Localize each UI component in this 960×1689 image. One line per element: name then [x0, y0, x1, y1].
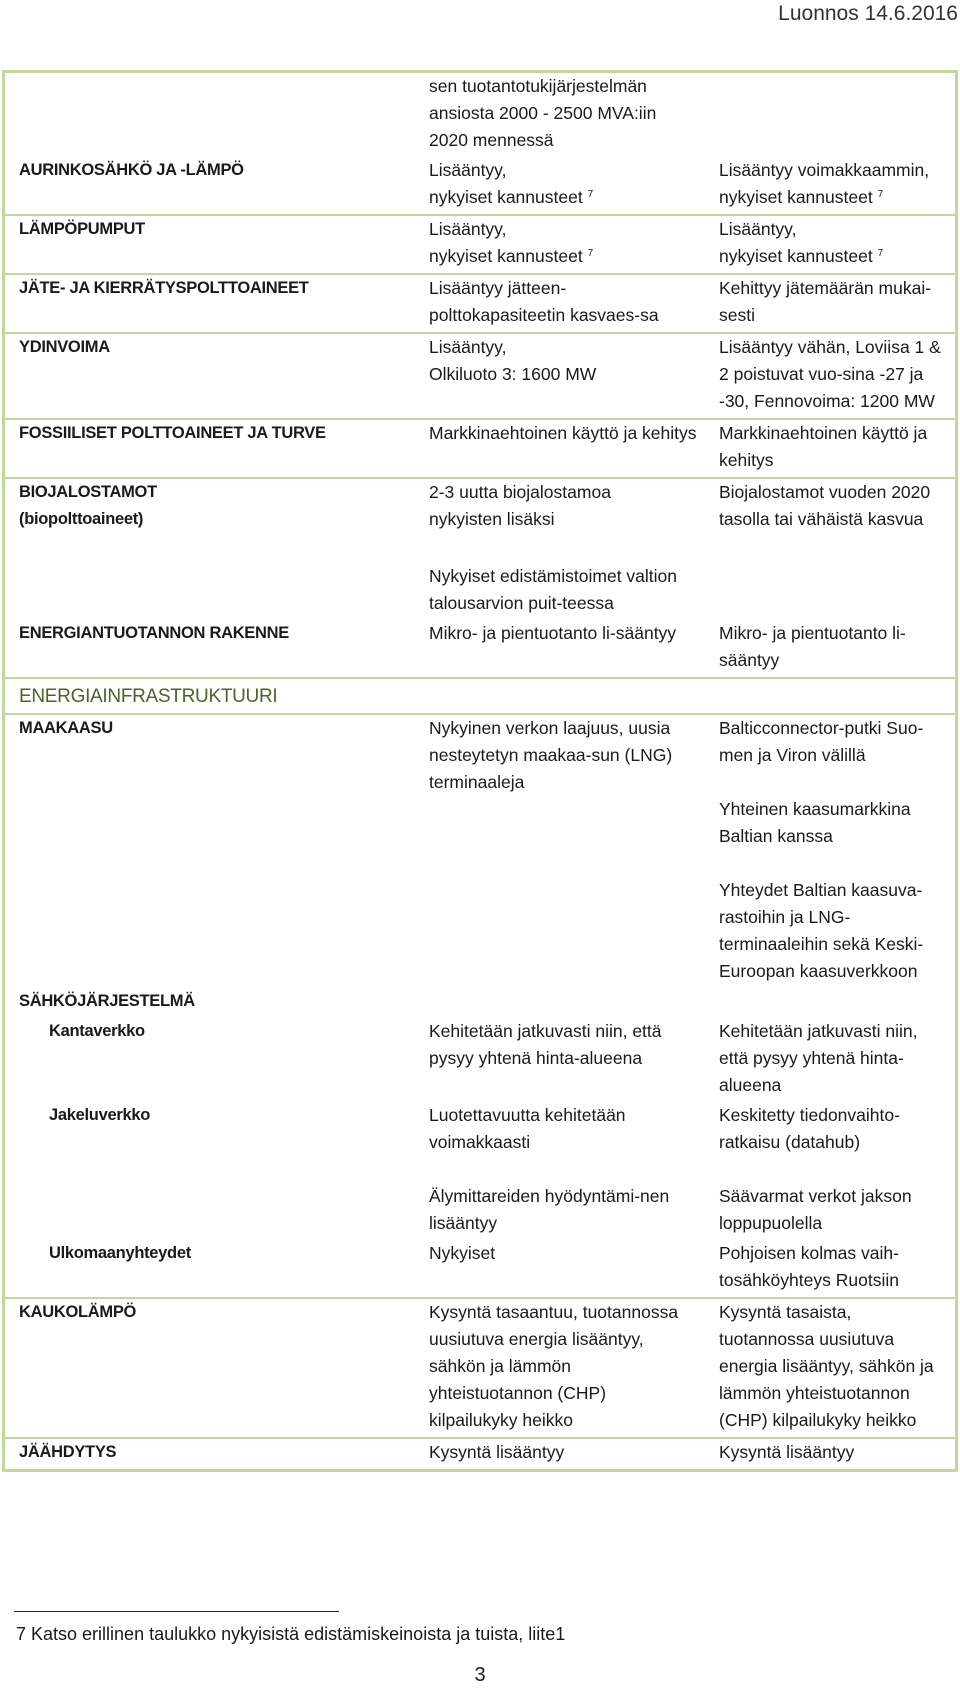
table-row: Ulkomaanyhteydet Nykyiset Pohjoisen kolmas vaih-tosähköyhteys Ruotsiin — [4, 1240, 957, 1298]
row-label: Jakeluverkko — [49, 1106, 150, 1124]
row-label: MAAKAASU — [19, 719, 113, 737]
row-label: KAUKOLÄMPÖ — [4, 1298, 416, 1438]
table-row: Nykyiset edistämistoimet valtion talousarvion puit-teessa — [429, 566, 677, 613]
table-row: FOSSIILISET POLTTOAINEET JA TURVE Markkinaehtoinen käyttö ja kehitys Markkinaehtoinen käyttö ja kehitys — [4, 419, 957, 478]
table-row — [4, 72, 957, 158]
row-label: ENERGIANTUOTANNON RAKENNE — [4, 620, 416, 678]
energy-table — [2, 70, 958, 1472]
row-label: AURINKOSÄHKÖ JA -LÄMPÖ — [4, 157, 416, 215]
section-heading: ENERGIAINFRASTRUKTUURI — [4, 678, 957, 714]
table-row: BIOJALOSTAMOT (biopolttoaineet) 2-3 uutta biojalostamoa nykyisten lisäksi Biojalostamot vuoden 2020 tasolla tai vähäistä kasvua — [4, 478, 957, 536]
row-label: Kantaverkko — [49, 1022, 145, 1040]
table-row: AURINKOSÄHKÖ JA -LÄMPÖ Lisääntyy, nykyiset kannusteet $^7$ Lisääntyy voimakkaammin, nykyiset kannusteet $^7$ — [4, 157, 957, 215]
row-label: YDINVOIMA — [4, 333, 416, 419]
row-label: FOSSIILISET POLTTOAINEET JA TURVE — [4, 419, 416, 478]
row-label: Ulkomaanyhteydet — [4, 1240, 416, 1298]
table-row: LÄMPÖPUMPUT Lisääntyy, nykyiset kannusteet $^7$ Lisääntyy, nykyiset kannusteet $^7$ — [4, 215, 957, 274]
table-row: JÄTE- JA KIERRÄTYSPOLTTOAINEET Lisääntyy jätteen-polttokapasiteetin kasvaes-sa Kehittyy jätemäärän mukai-sesti — [4, 274, 957, 333]
table-row: MAAKAASU Nykyinen verkon laajuus, uusia nesteytetyn maakaa-sun (LNG) terminaaleja Balticconnector-putki Suo-men ja Viron välillä Yhteinen kaasumarkkina Baltian kanssa Yhteydet Baltian kaasuva-rastoihin ja LNG-terminaaleihin sekä Keski-Euroopan kaasuverkkoon — [4, 714, 957, 988]
footnote: 7 Katso erillinen taulukko nykyisistä edistämiskeinoista ja tuista, liite1 — [16, 1624, 566, 1644]
table-row: YDINVOIMA Lisääntyy, Olkiluoto 3: 1600 MW Lisääntyy vähän, Loviisa 1 & 2 poistuvat vuo-sina -27 ja -30, Fennovoima: 1200 MW — [4, 333, 957, 419]
table-row: KAUKOLÄMPÖ Kysyntä tasaantuu, tuotannossa uusiutuva energia lisääntyy, sähkön ja lämmön yhteistuotannon (CHP) kilpailukyky heikko Kysyntä tasaista, tuotannossa uusiutuva energia lisääntyy, sähkön ja lämmön yhteistuotannon (CHP) kilpailukyky heikko — [4, 1298, 957, 1438]
footnote-divider — [14, 1611, 339, 1612]
row-label: JÄTE- JA KIERRÄTYSPOLTTOAINEET — [4, 274, 416, 333]
table-row: JÄÄHDYTYS Kysyntä lisääntyy Kysyntä lisääntyy — [4, 1438, 957, 1471]
draft-date: Luonnos 14.6.2016 — [778, 2, 958, 25]
table-row — [4, 988, 957, 1018]
page-number: 3 — [474, 1664, 486, 1686]
table-row: ENERGIANTUOTANNON RAKENNE Mikro- ja pientuotanto li-sääntyy Mikro- ja pientuotanto li-sääntyy — [4, 620, 957, 678]
table-row: Kantaverkko Kehitetään jatkuvasti niin, että pysyy yhtenä hinta-alueena Kehitetään jatkuvasti niin, että pysyy yhtenä hinta-alueena — [4, 1018, 957, 1102]
row-label: JÄÄHDYTYS — [4, 1438, 416, 1471]
row-label: LÄMPÖPUMPUT — [4, 215, 416, 274]
table-row: Jakeluverkko Luotettavuutta kehitetään voimakkaasti Älymittareiden hyödyntämi-nen lisääntyy Keskitetty tiedonvaihto-ratkaisu (datahub) Säävarmat verkot jakson loppupuolella — [4, 1102, 957, 1240]
row-label: SÄHKÖJÄRJESTELMÄ — [19, 992, 195, 1010]
row-label: BIOJALOSTAMOT (biopolttoaineet) — [19, 483, 157, 528]
table-row — [4, 678, 957, 714]
table-cell: sen tuotantotukijärjestelmän ansiosta 2000 - 2500 MVA:iin 2020 mennessä — [429, 76, 657, 150]
